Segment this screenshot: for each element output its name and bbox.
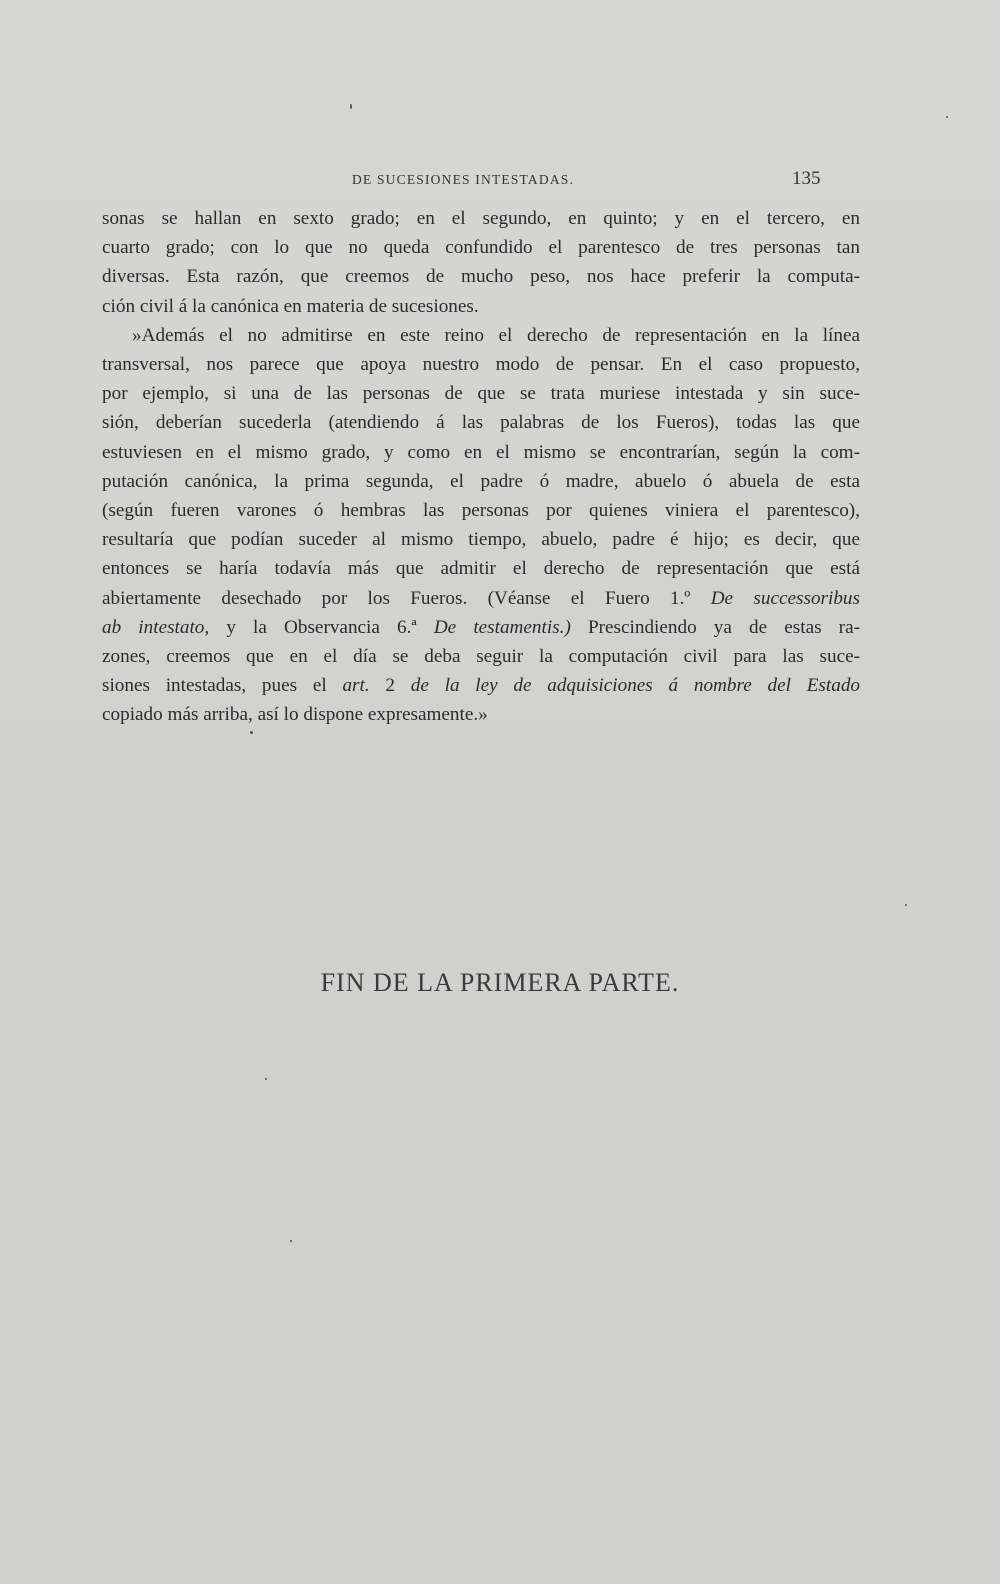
text-line: diversas. Esta razón, que creemos de mucho peso, nos hace preferir la computa- (102, 266, 860, 288)
running-head (0, 168, 1000, 196)
running-title: DE SUCESIONES INTESTADAS. (352, 172, 575, 187)
body-text (102, 204, 860, 730)
paper-speck (350, 104, 352, 109)
text-run: abiertamente desechado por los Fueros. (Véanse el Fuero 1.º (102, 587, 711, 609)
italic-citation: de la ley de adquisiciones á nombre del Estado (410, 675, 861, 697)
end-title: FIN DE LA PRIMERA PARTE. (320, 968, 680, 997)
text-line (102, 584, 860, 613)
text-line: resultaría que podían suceder al mismo tiempo, abuelo, padre é hijo; es decir, que (102, 529, 860, 551)
text-line: sión, deberían sucederla (atendiendo á las palabras de los Fueros), todas las que (102, 412, 860, 434)
text-line: cuarto grado; con lo que no queda confundido el parentesco de tres personas tan (102, 237, 860, 259)
italic-citation: art. (342, 675, 370, 697)
text-line: entonces se haría todavía más que admitir el derecho de representación que está (102, 558, 860, 580)
text-line (102, 613, 860, 642)
paper-speck (250, 731, 253, 734)
text-run: Prescindiendo ya de estas ra- (570, 616, 860, 638)
text-line: por ejemplo, si una de las personas de que se trata muriese intestada y sin suce- (102, 383, 860, 405)
text-line: ción civil á la canónica en materia de sucesiones. (102, 295, 479, 317)
text-run: y la Observancia 6.ª (209, 616, 434, 638)
text-line: zones, creemos que en el día se deba seguir la computación civil para las suce- (102, 646, 860, 668)
text-line: »Además el no admitirse en este reino el derecho de representación en la línea (132, 324, 860, 346)
page-number: 135 (792, 168, 821, 189)
text-line: (según fueren varones ó hembras las personas por quienes viniera el parentesco), (102, 500, 860, 522)
text-run: siones intestadas, pues el (102, 675, 343, 697)
italic-citation: ab intestato, (102, 616, 210, 638)
text-line: estuviesen en el mismo grado, y como en el mismo se encontrarían, según la com- (102, 441, 860, 463)
italic-citation: De successoribus (710, 587, 860, 609)
paper-speck (265, 1078, 267, 1080)
paper-speck (905, 904, 907, 906)
text-line: putación canónica, la prima segunda, el padre ó madre, abuelo ó abuela de esta (102, 470, 860, 492)
text-line (102, 671, 860, 700)
paper-speck (946, 116, 948, 118)
text-line: transversal, nos parece que apoya nuestro modo de pensar. En el caso propuesto, (102, 354, 860, 376)
paper-speck (290, 1240, 292, 1242)
text-run: 2 (369, 675, 411, 697)
text-line: sonas se hallan en sexto grado; en el segundo, en quinto; y en el tercero, en (102, 208, 860, 229)
italic-citation: De testamentis.) (433, 616, 571, 638)
text-line: copiado más arriba, así lo dispone expresamente.» (102, 704, 488, 726)
